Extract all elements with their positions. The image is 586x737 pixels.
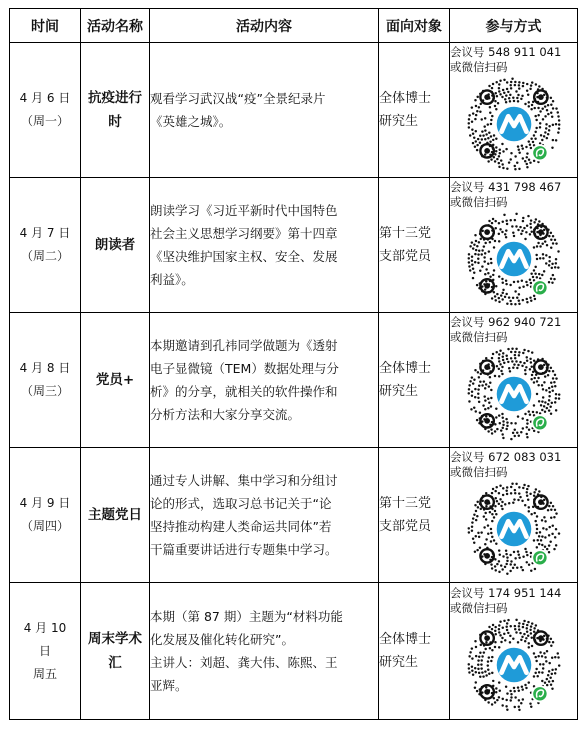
join-text xyxy=(450,315,577,345)
date-cell xyxy=(10,313,81,448)
miniprogram-qr-icon[interactable] xyxy=(466,346,562,442)
miniprogram-qr-icon[interactable] xyxy=(466,617,562,713)
join-method-cell xyxy=(450,43,578,178)
date-cell xyxy=(10,43,81,178)
meeting-number: 会议号 174 951 144 xyxy=(450,585,562,600)
date-text: 4 月 10 xyxy=(23,620,67,635)
header-row xyxy=(10,9,578,43)
activity-name-text: 汇 xyxy=(108,655,122,671)
header-activity-name: 活动名称 xyxy=(81,9,150,43)
activity-content-line: 电子显微镜（TEM）数据处理与分 xyxy=(150,361,339,376)
date-text: 日 xyxy=(38,643,51,658)
activity-content-line: 坚持推动构建人类命运共同体”若 xyxy=(150,519,332,534)
date-cell xyxy=(10,583,81,720)
audience-line: 第十三党 xyxy=(379,226,432,241)
activity-content-cell xyxy=(150,448,379,583)
scan-hint: 或微信扫码 xyxy=(450,600,508,615)
miniprogram-qr-icon[interactable] xyxy=(466,76,562,172)
date-text: 周五 xyxy=(32,666,57,681)
schedule-table xyxy=(9,8,578,720)
activity-content-line: 利益》。 xyxy=(150,272,194,287)
header-join-method: 参与方式 xyxy=(450,9,578,43)
header-activity-content: 活动内容 xyxy=(150,9,379,43)
scan-hint: 或微信扫码 xyxy=(450,464,508,479)
join-text xyxy=(450,450,577,480)
miniprogram-qr-icon[interactable] xyxy=(466,211,562,307)
audience-line: 研究生 xyxy=(379,655,419,670)
audience-cell xyxy=(379,448,450,583)
meeting-number: 会议号 672 083 031 xyxy=(450,449,562,464)
audience-line: 全体博士 xyxy=(379,91,432,106)
activity-name-text: 周末学术 xyxy=(88,631,142,647)
activity-content-line: 析》的分享，就相关的软件操作和 xyxy=(150,384,338,399)
activity-content-line: 朗读学习《习近平新时代中国特色 xyxy=(150,203,338,218)
activity-content-line: 《坚决维护国家主权、安全、发展 xyxy=(150,249,338,264)
scan-hint: 或微信扫码 xyxy=(450,59,508,74)
table-row xyxy=(10,313,578,448)
activity-content-line: 本期（第 87 期）主题为“材料功能 xyxy=(150,609,343,624)
activity-name-cell xyxy=(81,448,150,583)
activity-content-line: 化发展及催化转化研究”。 xyxy=(150,632,294,647)
scan-hint: 或微信扫码 xyxy=(450,194,508,209)
meeting-number: 会议号 431 798 467 xyxy=(450,179,562,194)
date-text: 4 月 7 日 xyxy=(19,226,71,240)
audience-cell xyxy=(379,178,450,313)
audience-line: 研究生 xyxy=(379,114,419,129)
header-audience: 面向对象 xyxy=(379,9,450,43)
audience-line: 研究生 xyxy=(379,384,419,399)
activity-name-cell xyxy=(81,313,150,448)
activity-name-cell xyxy=(81,583,150,720)
join-text xyxy=(450,180,577,210)
date-text: （周二） xyxy=(20,249,69,263)
activity-name-text: 抗疫进行 xyxy=(88,90,142,106)
meeting-number: 会议号 962 940 721 xyxy=(450,314,562,329)
table-row xyxy=(10,43,578,178)
activity-name-cell xyxy=(81,178,150,313)
activity-content-line: 观看学习武汉战“疫”全景纪录片 xyxy=(150,91,326,106)
date-text: 4 月 9 日 xyxy=(19,496,71,510)
activity-content-line: 本期邀请到孔祎同学做题为《透射 xyxy=(150,338,338,353)
date-text: （周四） xyxy=(20,519,69,533)
activity-content-cell xyxy=(150,313,379,448)
activity-content-line: 社会主义思想学习纲要》第十四章 xyxy=(150,226,338,241)
activity-content-cell xyxy=(150,583,379,720)
join-method-cell xyxy=(450,448,578,583)
activity-name-text: 党员+ xyxy=(95,372,135,388)
activity-name-text: 主题党日 xyxy=(88,507,142,523)
join-text xyxy=(450,45,577,75)
date-cell xyxy=(10,448,81,583)
audience-line: 第十三党 xyxy=(379,496,432,511)
audience-cell xyxy=(379,583,450,720)
activity-content-line: 亚辉。 xyxy=(150,678,188,693)
activity-content-line: 分析方法和大家分享交流。 xyxy=(150,407,301,422)
table-row xyxy=(10,448,578,583)
activity-name-text: 朗读者 xyxy=(94,237,136,253)
date-text: 4 月 8 日 xyxy=(19,361,71,375)
date-text: 4 月 6 日 xyxy=(19,91,71,105)
activity-content-line: 干篇重要讲话进行专题集中学习。 xyxy=(150,542,338,557)
audience-cell xyxy=(379,43,450,178)
join-text xyxy=(450,586,577,616)
date-cell xyxy=(10,178,81,313)
activity-content-line: 通过专人讲解、集中学习和分组讨 xyxy=(150,473,338,488)
audience-line: 支部党员 xyxy=(379,519,432,534)
join-method-cell xyxy=(450,583,578,720)
miniprogram-qr-icon[interactable] xyxy=(466,481,562,577)
table-row xyxy=(10,583,578,720)
audience-line: 全体博士 xyxy=(379,632,432,647)
activity-content-line: 《英雄之城》。 xyxy=(150,114,232,129)
table-row xyxy=(10,178,578,313)
audience-cell xyxy=(379,313,450,448)
audience-line: 支部党员 xyxy=(379,249,432,264)
activity-name-text: 时 xyxy=(108,114,122,130)
join-method-cell xyxy=(450,313,578,448)
activity-content-line: 主讲人：刘超、龚大伟、陈熙、王 xyxy=(150,655,338,670)
activity-name-cell xyxy=(81,43,150,178)
activity-content-cell xyxy=(150,178,379,313)
header-time: 时间 xyxy=(10,9,81,43)
scan-hint: 或微信扫码 xyxy=(450,329,508,344)
audience-line: 全体博士 xyxy=(379,361,432,376)
date-text: （周一） xyxy=(20,114,69,128)
activity-content-cell xyxy=(150,43,379,178)
activity-content-line: 论的形式，选取习总书记关于“论 xyxy=(150,496,332,511)
join-method-cell xyxy=(450,178,578,313)
meeting-number: 会议号 548 911 041 xyxy=(450,44,562,59)
date-text: （周三） xyxy=(20,384,69,398)
